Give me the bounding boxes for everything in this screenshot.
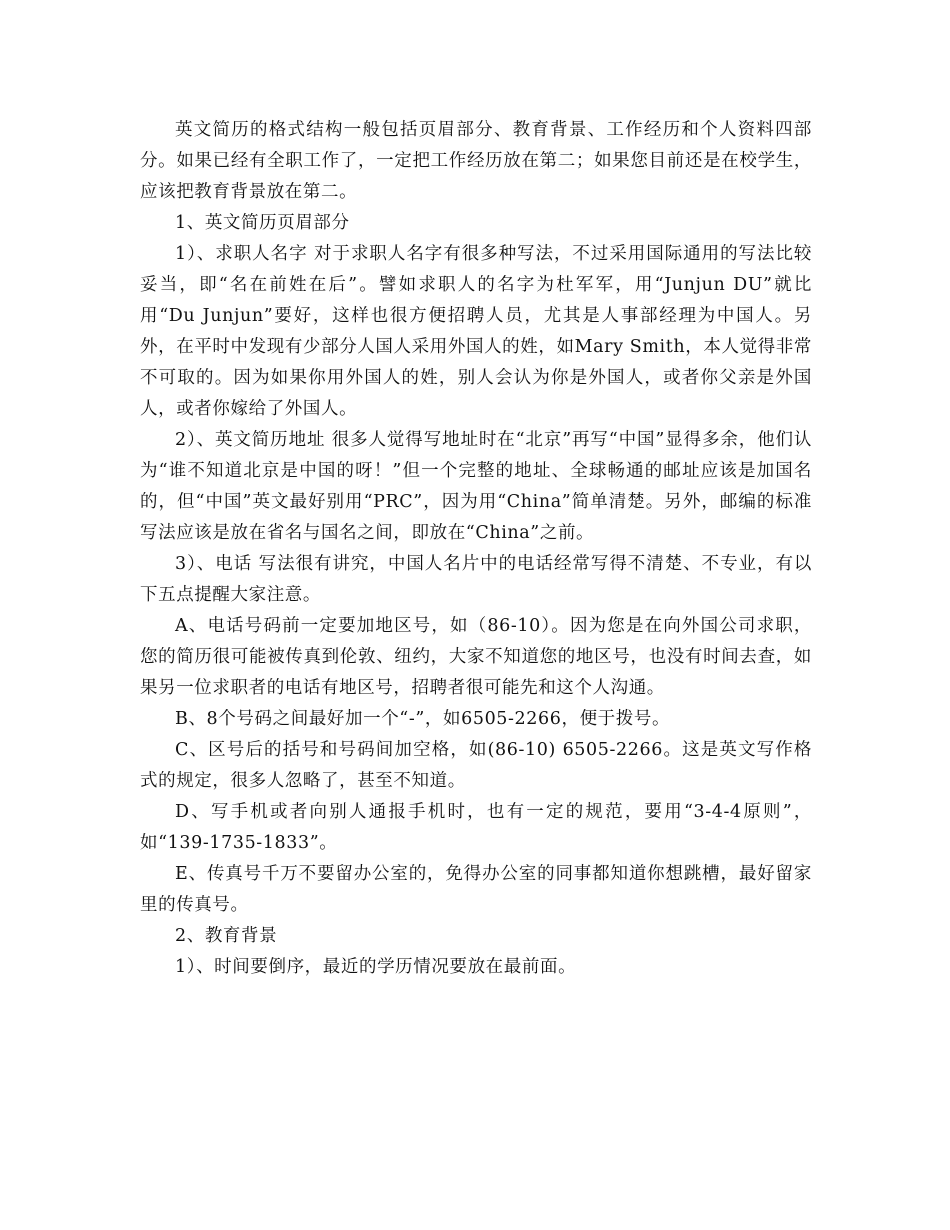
phone-rule-a: A、电话号码前一定要加地区号，如（86-10）。因为您是在向外国公司求职，您的简历很可能被传真到伦敦、纽约，大家不知道您的地区号，也没有时间去查，如果另一位求职者的电话有地区号，招聘者很可能先和这个人沟通。: [140, 616, 812, 698]
phone-rule-b: B、8个号码之间最好加一个“-”，如6505-2266，便于拨号。: [175, 709, 671, 729]
section-heading-education: 2、教育背景: [175, 926, 278, 946]
paragraph-name: 1）、求职人名字 对于求职人名字有很多种写法，不过采用国际通用的写法比较妥当，即“名在前姓在后”。譬如求职人的名字为杜军军，用“Junjun DU”就比用“Du Junjun”要好，这样也很方便招聘人员，尤其是人事部经理为中国人。另外，在平时中发现有少部分人国人采用外国人的姓，如Mary Smith，本人觉得非常不可取的。因为如果你用外国人的姓，别人会认为你是外国人，或者你父亲是外国人，或者你嫁给了外国人。: [140, 244, 812, 419]
intro-paragraph: 英文简历的格式结构一般包括页眉部分、教育背景、工作经历和个人资料四部分。如果已经有全职工作了，一定把工作经历放在第二；如果您目前还是在校学生，应该把教育背景放在第二。: [140, 120, 812, 202]
paragraph-phone: 3）、电话 写法很有讲究，中国人名片中的电话经常写得不清楚、不专业，有以下五点提醒大家注意。: [140, 554, 812, 605]
document-body: [140, 115, 812, 983]
section-heading-header: 1、英文简历页眉部分: [175, 213, 350, 233]
paragraph-address: 2）、英文简历地址 很多人觉得写地址时在“北京”再写“中国”显得多余，他们认为“谁不知道北京是中国的呀！”但一个完整的地址、全球畅通的邮址应该是加国名的，但“中国”英文最好别用“PRC”，因为用“China”简单清楚。另外，邮编的标准写法应该是放在省名与国名之间，即放在“China”之前。: [140, 430, 812, 543]
phone-rule-c: C、区号后的括号和号码间加空格，如(86-10) 6505-2266。这是英文写作格式的规定，很多人忽略了，甚至不知道。: [140, 740, 812, 791]
phone-rule-d: D、写手机或者向别人通报手机时，也有一定的规范，要用“3-4-4原则”，如“139-1735-1833”。: [140, 802, 812, 853]
phone-rule-e: E、传真号千万不要留办公室的，免得办公室的同事都知道你想跳槽，最好留家里的传真号。: [140, 864, 812, 915]
education-rule-1: 1）、时间要倒序，最近的学历情况要放在最前面。: [175, 957, 577, 977]
